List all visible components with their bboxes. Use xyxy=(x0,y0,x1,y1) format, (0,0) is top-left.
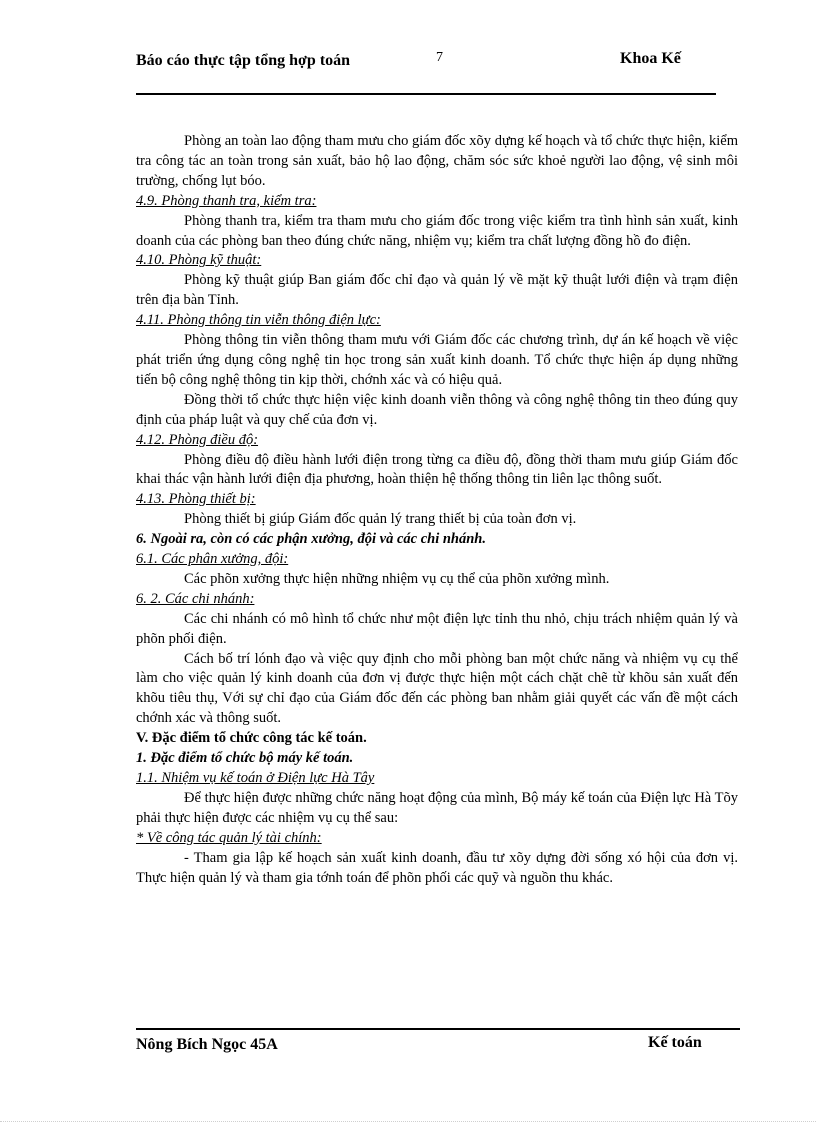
section-heading: 4.12. Phòng điều độ: xyxy=(136,431,259,448)
document-body xyxy=(136,132,738,888)
section-heading: 4.9. Phòng thanh tra, kiểm tra: xyxy=(136,192,317,209)
footer-department: Kế toán xyxy=(648,1034,702,1051)
footer-rule xyxy=(136,1028,740,1030)
paragraph: Các chi nhánh có mô hình tổ chức như một điện lực tỉnh thu nhỏ, chịu trách nhiệm quản lý và phõn phối điện. xyxy=(136,610,738,647)
paragraph: Phòng điều độ điều hành lưới điện trong từng ca điều độ, đồng thời tham mưu giúp Giám đốc khai thác vận hành lưới điện địa phương, hoàn thiện hệ thống thông tin liên lạc thông suốt. xyxy=(136,451,738,488)
page-number: 7 xyxy=(436,50,443,65)
header-department: Khoa Kế xyxy=(620,50,681,67)
paragraph: Phòng thông tin viễn thông tham mưu với Giám đốc các chương trình, dự án kế hoạch về việc phát triển ứng dụng công nghệ tin học trong sản xuất kinh doanh. Tổ chức thực hiện áp dụng những tiến bộ công nghệ thông tin kịp thời, chớnh xác và có hiệu quả. xyxy=(136,332,738,388)
paragraph: Cách bố trí lónh đạo và việc quy định cho mỗi phòng ban một chức năng và nhiệm vụ cụ thể làm cho việc quản lý kinh doanh của đơn vị được thực hiện một cách chặt chẽ từ khõu sản xuất đến khõu tiêu thụ, Với sự chỉ đạo của Giám đốc đến các phòng ban nhằm giải quyết các vấn đề một cách chớnh xác và thông suốt. xyxy=(136,650,738,727)
section-heading: 4.13. Phòng thiết bị: xyxy=(136,491,256,508)
chapter-heading: V. Đặc điểm tổ chức công tác kế toán. xyxy=(136,730,367,747)
paragraph: Phòng kỹ thuật giúp Ban giám đốc chỉ đạo và quản lý về mặt kỹ thuật lưới điện và trạm điện trên địa bàn Tỉnh. xyxy=(136,272,738,309)
page-edge xyxy=(0,1121,816,1122)
header-title: Báo cáo thực tập tổng hợp toán xyxy=(136,52,351,69)
section-heading: 4.10. Phòng kỹ thuật: xyxy=(136,252,262,269)
paragraph: Đồng thời tổ chức thực hiện việc kinh doanh viễn thông và công nghệ thông tin theo đúng quy định của pháp luật và quy chế của đơn vị. xyxy=(136,391,738,428)
header-rule xyxy=(136,93,716,95)
main-heading: 6. Ngoài ra, còn có các phận xưởng, đội và các chi nhánh. xyxy=(136,531,486,548)
section-heading: 4.11. Phòng thông tin viễn thông điện lực: xyxy=(136,312,381,329)
footer-author: Nông Bích Ngọc 45A xyxy=(136,1036,278,1053)
section-heading: 6.1. Các phân xưởng, đội: xyxy=(136,551,289,568)
paragraph: Các phõn xưởng thực hiện những nhiệm vụ cụ thể của phõn xưởng mình. xyxy=(184,570,610,587)
section-heading: 1.1. Nhiệm vụ kế toán ở Điện lực Hà Tây xyxy=(136,770,375,786)
paragraph: Để thực hiện được những chức năng hoạt động của mình, Bộ máy kế toán của Điện lực Hà Tõy phải thực hiện được các nhiệm vụ cụ thể sau: xyxy=(136,789,738,826)
section-heading: * Về công tác quản lý tài chính: xyxy=(136,829,322,846)
main-heading: 1. Đặc điểm tổ chức bộ máy kế toán. xyxy=(136,750,354,767)
paragraph: - Tham gia lập kế hoạch sản xuất kinh doanh, đầu tư xõy dựng đời sống xó hội của đơn vị. Thực hiện quản lý và tham gia tớnh toán để phõn phối các quỹ và nguồn thu khác. xyxy=(136,849,738,886)
paragraph: Phòng thiết bị giúp Giám đốc quản lý trang thiết bị của toàn đơn vị. xyxy=(184,511,577,528)
paragraph: Phòng an toàn lao động tham mưu cho giám đốc xõy dựng kế hoạch và tổ chức thực hiện, kiểm tra công tác an toàn trong sản xuất, bảo hộ lao động, chăm sóc sức khoẻ người lao động, vệ sinh môi trường, chống lụt bóo. xyxy=(136,133,738,189)
section-heading: 6. 2. Các chi nhánh: xyxy=(136,590,255,607)
paragraph: Phòng thanh tra, kiểm tra tham mưu cho giám đốc trong việc kiểm tra tình hình sản xuất, kinh doanh của các phòng ban theo đúng chức năng, nhiệm vụ; kiểm tra chất lượng đồng hồ đo điện. xyxy=(136,212,738,249)
